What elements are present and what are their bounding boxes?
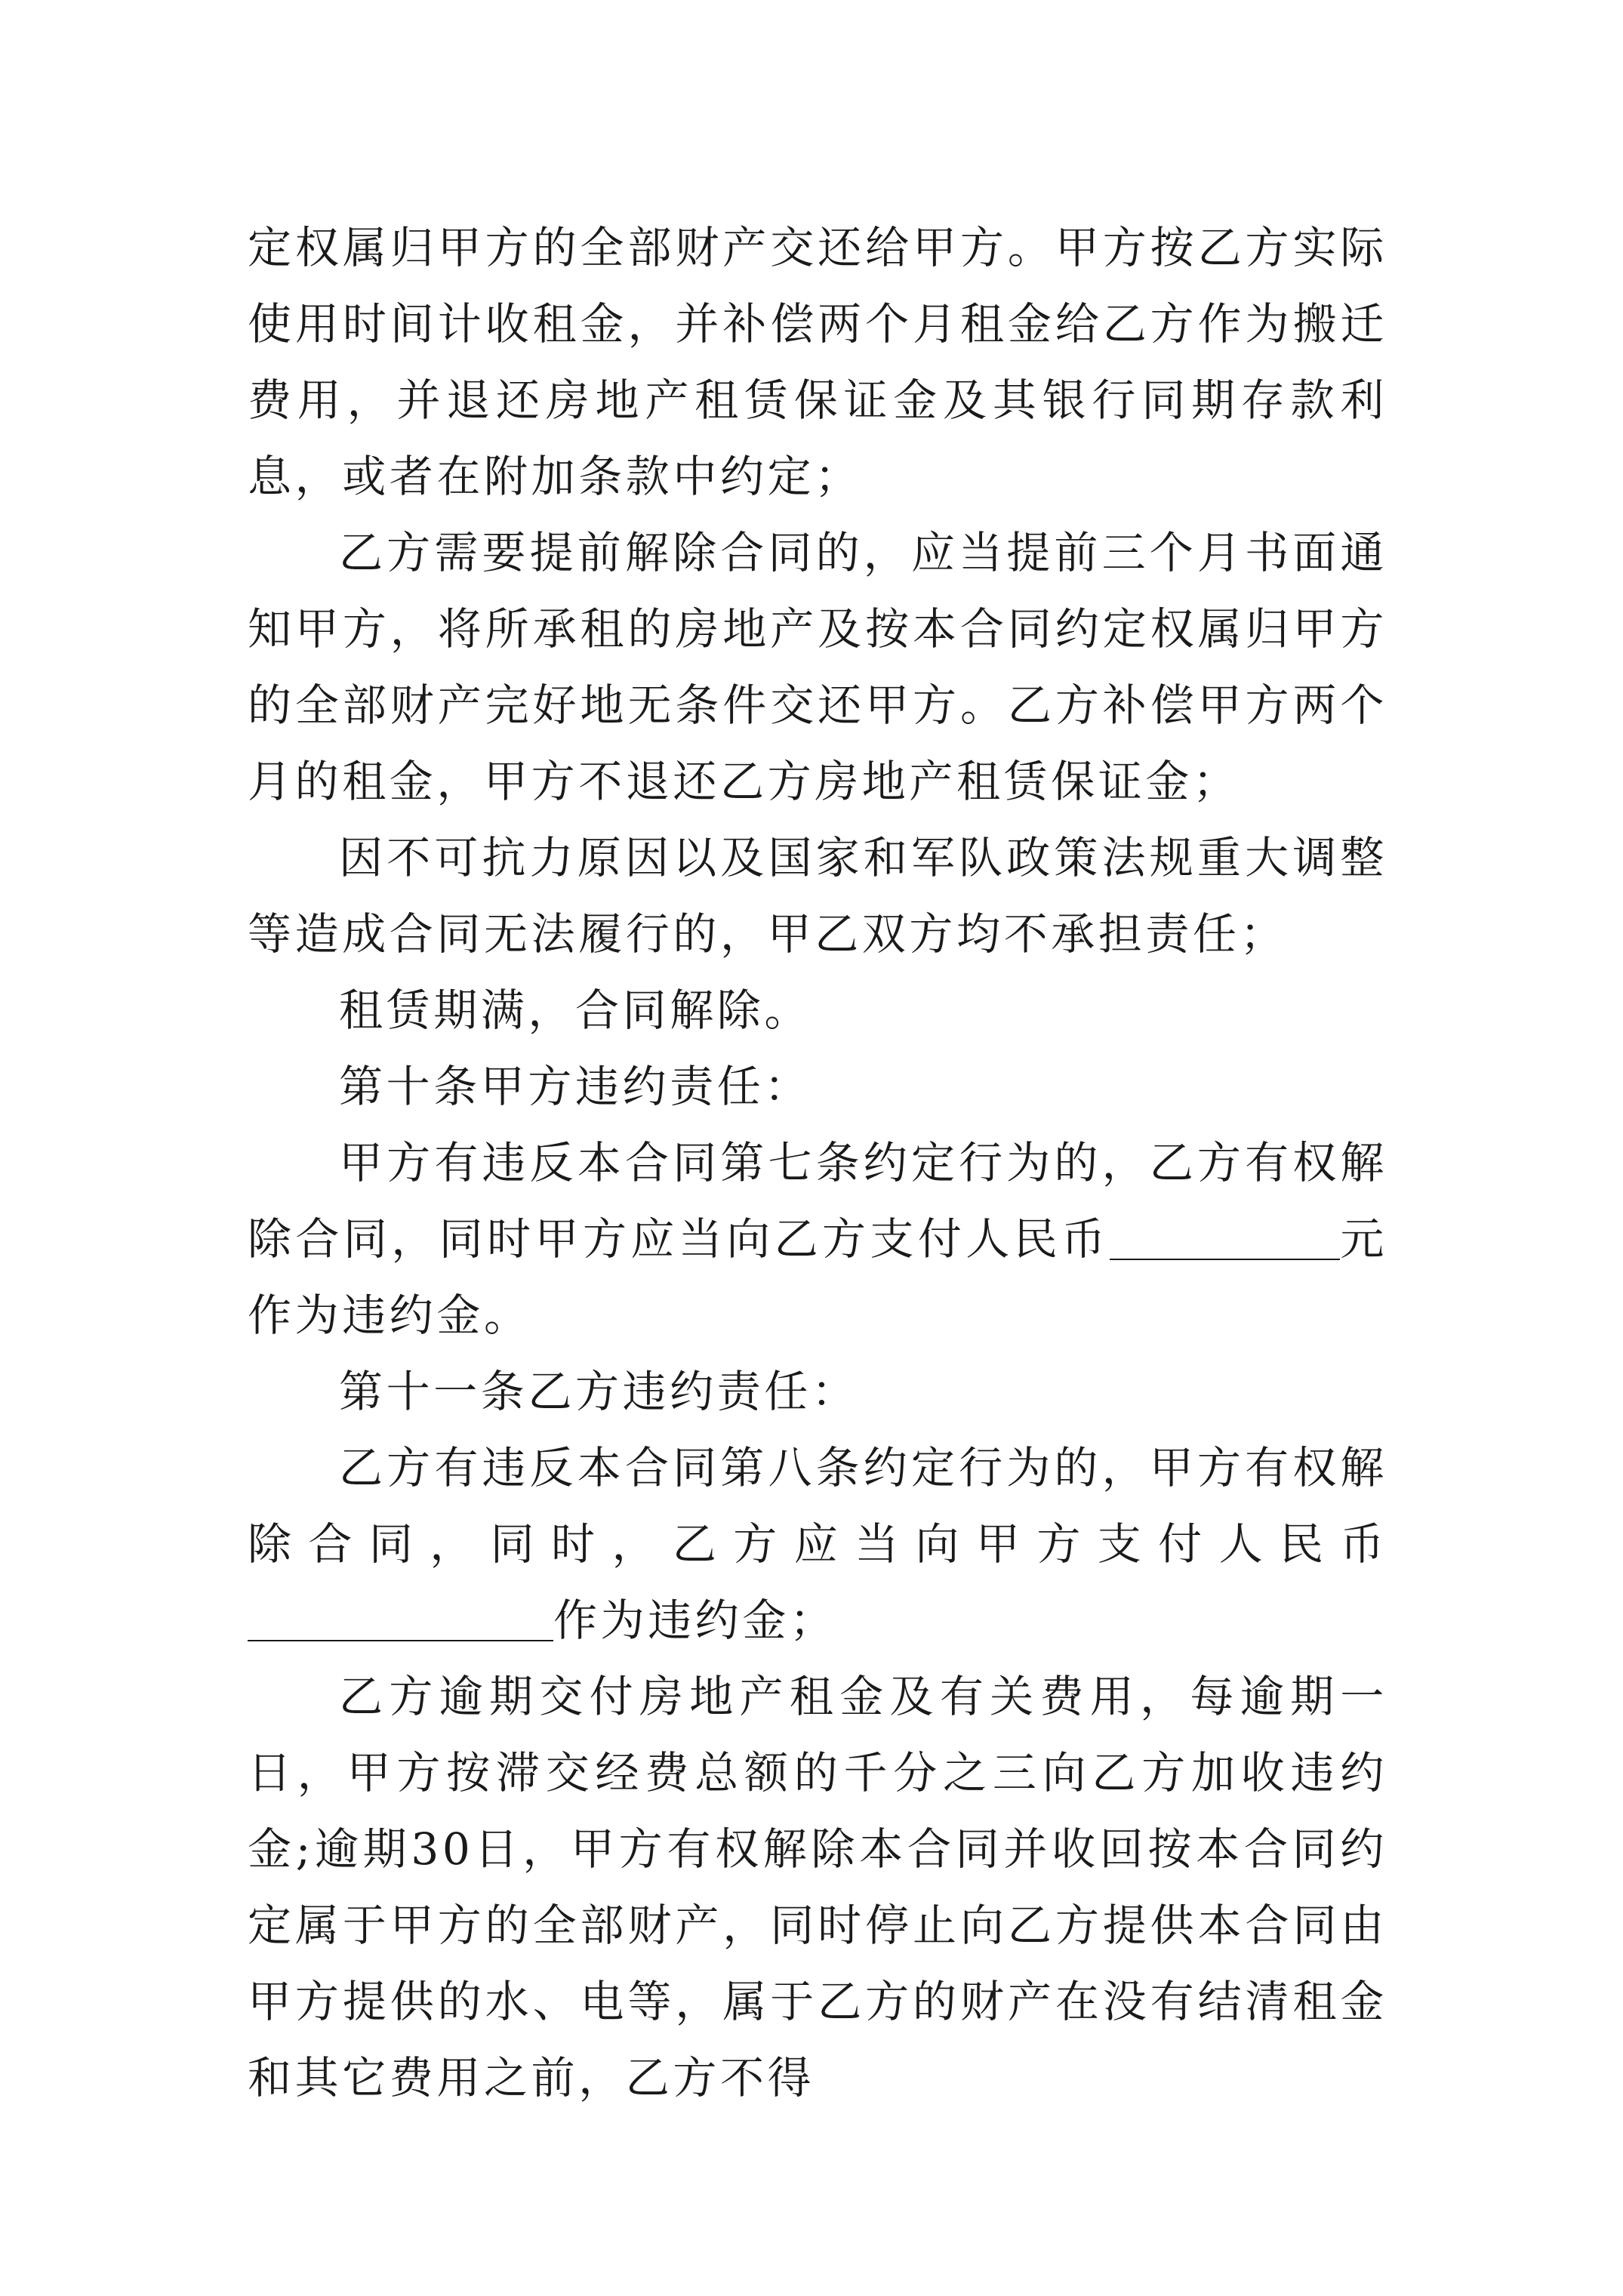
document-body (248, 210, 1387, 2116)
paragraph-early-termination-tenant: 乙方需要提前解除合同的，应当提前三个月书面通知甲方，将所承租的房地产及按本合同约定权属归甲方的全部财产完好地无条件交还甲方。乙方补偿甲方两个月的租金，甲方不退还乙方房地产租赁保证金； (248, 527, 1387, 807)
party-a-breach-text-before: 甲方有违反本合同第七条约定行为的，乙方有权解除合同，同时甲方应当向乙方支付人民币 (248, 1137, 1387, 1265)
party-b-penalty-amount-blank (248, 1596, 553, 1641)
paragraph-late-payment: 乙方逾期交付房地产租金及有关费用，每逾期一日，甲方按滞交经费总额的千分之三向乙方加收违约金;逾期30日，甲方有权解除本合同并收回按本合同约定属于甲方的全部财产，同时停止向乙方提供本合同由甲方提供的水、电等，属于乙方的财产在没有结清租金和其它费用之前，乙方不得 (248, 1671, 1387, 2103)
paragraph-party-b-breach (248, 1430, 1387, 1659)
paragraph-lease-expiry: 租赁期满，合同解除。 (339, 985, 812, 1036)
article-10-heading: 第十条甲方违约责任： (339, 1061, 812, 1112)
party-b-breach-text-after: 作为违约金； (553, 1595, 837, 1646)
party-a-breach-text-after: 元作为违约金。 (248, 1213, 1387, 1341)
article-11-heading: 第十一条乙方违约责任： (339, 1366, 859, 1417)
party-a-penalty-amount-blank (1110, 1215, 1340, 1260)
party-b-breach-text-before: 乙方有违反本合同第八条约定行为的，甲方有权解除合同，同时，乙方应当向甲方支付人民币 (248, 1442, 1387, 1570)
paragraph-party-a-breach (248, 1125, 1387, 1354)
paragraph-force-majeure: 因不可抗力原因以及国家和军队政策法规重大调整等造成合同无法履行的，甲乙双方均不承担责任； (248, 832, 1387, 960)
paragraph-property-return: 定权属归甲方的全部财产交还给甲方。甲方按乙方实际使用时间计收租金，并补偿两个月租金给乙方作为搬迁费用，并退还房地产租赁保证金及其银行同期存款利息，或者在附加条款中约定； (248, 222, 1387, 502)
